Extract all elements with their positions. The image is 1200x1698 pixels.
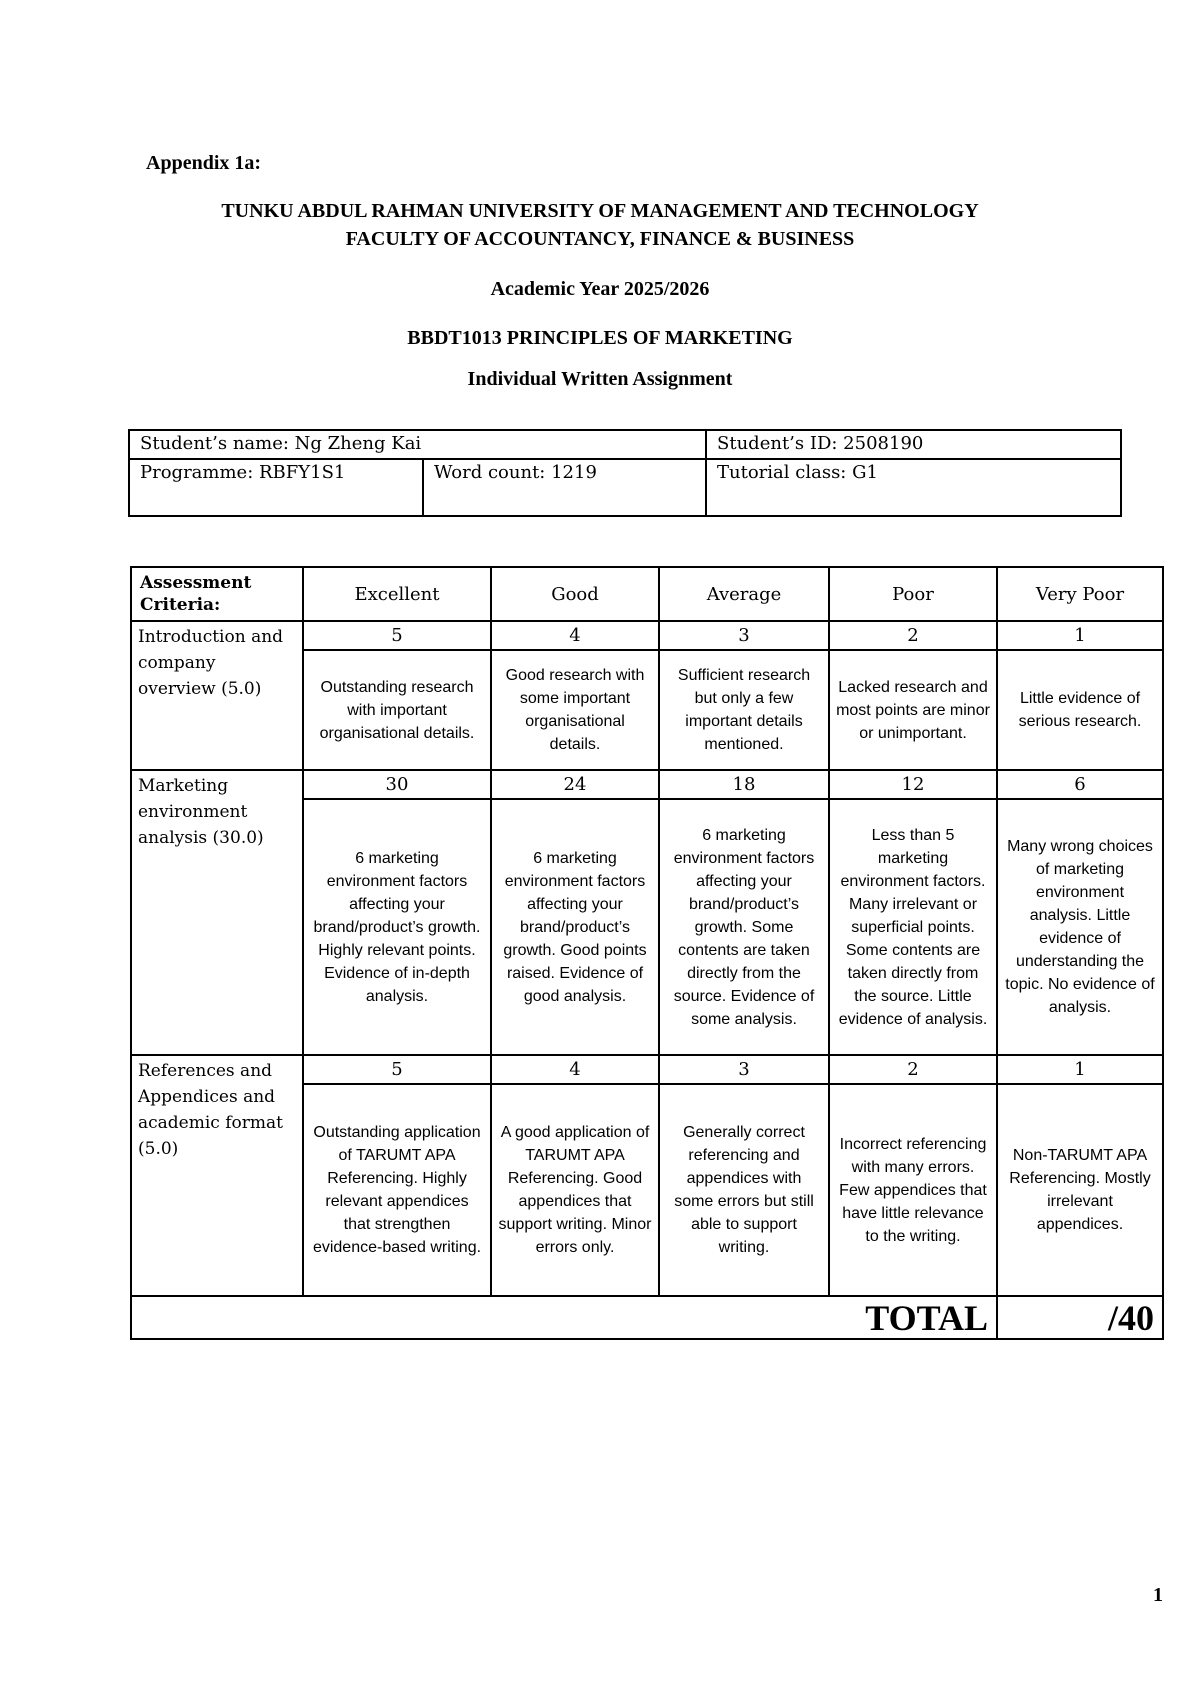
rubric-table xyxy=(130,566,1164,1340)
appendix-label: Appendix 1a: xyxy=(146,152,262,174)
total-label: TOTAL xyxy=(829,1296,997,1339)
academic-year: Academic Year 2025/2026 xyxy=(490,278,710,300)
tutorial-class: Tutorial class: G1 xyxy=(706,459,1121,516)
description-cell: A good application of TARUMT APA Referencing. Good appendices that support writing. Minor errors only. xyxy=(491,1084,659,1296)
level-very-poor: Very Poor xyxy=(997,567,1163,621)
level-excellent: Excellent xyxy=(303,567,491,621)
score-cell: 4 xyxy=(491,1055,659,1084)
score-row xyxy=(131,621,1163,650)
level-average: Average xyxy=(659,567,829,621)
total-blank-cell xyxy=(131,1296,829,1339)
student-name: Student’s name: Ng Zheng Kai xyxy=(129,430,706,459)
score-cell: 5 xyxy=(303,1055,491,1084)
score-cell: 4 xyxy=(491,621,659,650)
score-cell: 3 xyxy=(659,1055,829,1084)
description-cell: Many wrong choices of marketing environment analysis. Little evidence of understanding the topic. No evidence of analysis. xyxy=(997,799,1163,1055)
description-cell: Incorrect referencing with many errors. Few appendices that have little relevance to the writing. xyxy=(829,1084,997,1296)
score-cell: 1 xyxy=(997,1055,1163,1084)
description-cell: Little evidence of serious research. xyxy=(997,650,1163,770)
criterion-label: Introduction and company overview (5.0) xyxy=(131,621,303,770)
score-cell: 2 xyxy=(829,1055,997,1084)
criteria-header: Assessment Criteria: xyxy=(131,567,303,621)
description-cell: Outstanding research with important organisational details. xyxy=(303,650,491,770)
score-cell: 24 xyxy=(491,770,659,799)
score-cell: 5 xyxy=(303,621,491,650)
description-cell: Good research with some important organisational details. xyxy=(491,650,659,770)
course-title: BBDT1013 PRINCIPLES OF MARKETING xyxy=(407,327,793,349)
programme: Programme: RBFY1S1 xyxy=(129,459,423,516)
assignment-title: Individual Written Assignment xyxy=(467,368,733,390)
score-cell: 18 xyxy=(659,770,829,799)
word-count: Word count: 1219 xyxy=(423,459,706,516)
student-id: Student’s ID: 2508190 xyxy=(706,430,1121,459)
total-row xyxy=(131,1296,1163,1339)
description-cell: Less than 5 marketing environment factors. Many irrelevant or superficial points. Some contents are taken directly from the source. Little evidence of analysis. xyxy=(829,799,997,1055)
score-cell: 2 xyxy=(829,621,997,650)
level-good: Good xyxy=(491,567,659,621)
score-cell: 12 xyxy=(829,770,997,799)
score-cell: 30 xyxy=(303,770,491,799)
description-cell: 6 marketing environment factors affecting your brand/product’s growth. Some contents are taken directly from the source. Evidence of some analysis. xyxy=(659,799,829,1055)
score-cell: 6 xyxy=(997,770,1163,799)
description-cell: 6 marketing environment factors affecting your brand/product’s growth. Good points raised. Evidence of good analysis. xyxy=(491,799,659,1055)
score-cell: 3 xyxy=(659,621,829,650)
faculty-title: FACULTY OF ACCOUNTANCY, FINANCE & BUSINESS xyxy=(345,228,855,250)
description-cell: Generally correct referencing and appendices with some errors but still able to support writing. xyxy=(659,1084,829,1296)
rubric-header-row xyxy=(131,567,1163,621)
description-cell: Sufficient research but only a few important details mentioned. xyxy=(659,650,829,770)
student-info-table xyxy=(128,429,1122,517)
level-poor: Poor xyxy=(829,567,997,621)
criterion-label: References and Appendices and academic format (5.0) xyxy=(131,1055,303,1296)
university-title: TUNKU ABDUL RAHMAN UNIVERSITY OF MANAGEMENT AND TECHNOLOGY xyxy=(221,200,979,222)
description-cell: Outstanding application of TARUMT APA Referencing. Highly relevant appendices that strengthen evidence-based writing. xyxy=(303,1084,491,1296)
total-value: /40 xyxy=(997,1296,1163,1339)
criterion-label: Marketing environment analysis (30.0) xyxy=(131,770,303,1055)
page-number: 1 xyxy=(1153,1584,1163,1606)
score-row xyxy=(131,770,1163,799)
description-cell: Lacked research and most points are minor or unimportant. xyxy=(829,650,997,770)
score-cell: 1 xyxy=(997,621,1163,650)
description-cell: 6 marketing environment factors affecting your brand/product’s growth. Highly relevant points. Evidence of in-depth analysis. xyxy=(303,799,491,1055)
description-cell: Non-TARUMT APA Referencing. Mostly irrelevant appendices. xyxy=(997,1084,1163,1296)
score-row xyxy=(131,1055,1163,1084)
